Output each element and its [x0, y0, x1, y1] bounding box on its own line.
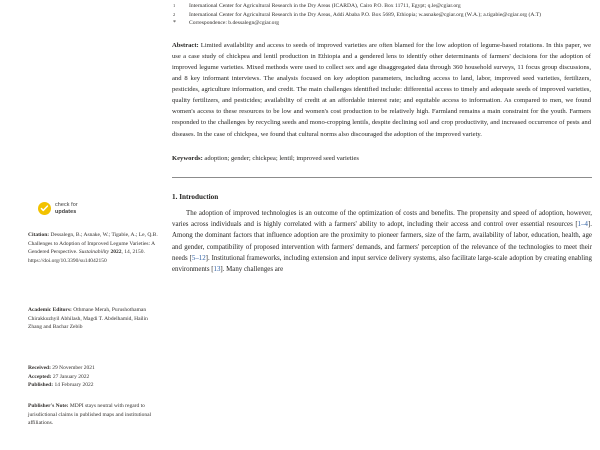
correspondence-item	[172, 19, 592, 28]
date-received	[28, 364, 158, 373]
intro-text-part-3: ]. Institutional frameworks, including extension and input service delivery systems, also facilitate large-scale adoption by creating enabling environments [	[172, 254, 592, 274]
citation-year: 2022	[109, 249, 122, 256]
sidebar-metadata	[0, 2, 172, 450]
citation-doi-link[interactable]: https://doi.org/10.3390/su14042150	[28, 257, 107, 264]
date-accepted-value: 27 January 2022	[51, 373, 90, 380]
intro-text-part-1: The adoption of improved technologies is an outcome of the optimization of costs and benefits. The propensity and speed of adoption, however, varies across individuals and is highly correlated with a farmers' ability to adopt, including their access and control over essential resources [	[172, 209, 592, 228]
check-for-updates-badge[interactable]	[38, 202, 78, 215]
publisher-note-label: Publisher's Note:	[28, 403, 69, 409]
correspondence-text: Correspondence: b.dessalegn@cgiar.org	[189, 20, 280, 27]
main-column	[172, 2, 600, 450]
affiliations-list	[172, 2, 592, 28]
citation-link-1[interactable]: 1–4	[577, 220, 588, 228]
citation-journal: Sustainability	[78, 249, 110, 256]
check-for-updates-label	[55, 202, 78, 214]
abstract-label: Abstract:	[172, 41, 199, 49]
affiliation-item	[172, 11, 592, 20]
introduction-heading: 1. Introduction	[172, 192, 219, 201]
date-received-label: Received:	[28, 365, 51, 371]
badge-line-2: updates	[55, 208, 77, 215]
citation-block	[28, 231, 158, 265]
citation-link-3[interactable]: 13	[213, 266, 221, 274]
section-divider	[172, 177, 592, 178]
date-published-value: 14 February 2022	[53, 382, 94, 389]
citation-volume-pages: , 14, 2150.	[121, 249, 145, 256]
intro-text-part-2: ]. Among the dominant factors that influence adoption are the proximity to pioneer farmers, size of the farm, availability of labor, education, health, age and gender, compatibility of proposed intervention with farmers' demands, and farmers' perception of the relevance of the technologies to meet their needs [	[172, 220, 592, 262]
citation-authors: Dessalegn, B.; Asnake, W.; Tigabie, A.; Le, Q.B. Challenges to Adoption of Improved Legume Varieties: A Gendered Perspective.	[28, 232, 158, 256]
academic-editors-label: Academic Editors:	[28, 307, 72, 313]
affiliation-text: International Center for Agricultural Research in the Dry Areas (ICARDA), Cairo P.O. Box 11711, Egypt; q.le@cgiar.org	[189, 3, 461, 9]
date-received-value: 29 November 2021	[50, 365, 95, 371]
affiliation-marker: 1	[173, 3, 176, 8]
publisher-note-block	[28, 402, 158, 428]
affiliation-text: International Center for Agricultural Research in the Dry Areas, Addi Ababa P.O. Box 5689, Ethiopia; w.asnake@cgiar.org (W.A.); a.tigabie@cgiar.org (A.T)	[189, 11, 542, 18]
check-circle-icon	[38, 202, 51, 215]
date-accepted-label: Accepted:	[28, 373, 52, 380]
academic-editors-names: Othmane Merah, Purushothaman Chirakkuzhyil Abhilash, Magdi T. Abdelhamid, Hailin Zhang and Bachar Zebib	[28, 307, 148, 331]
badge-line-1: check for	[55, 202, 78, 209]
correspondence-marker: *	[173, 20, 176, 27]
citation-link-2[interactable]: 5–12	[191, 254, 206, 262]
dates-block	[28, 364, 158, 390]
keywords-section	[172, 153, 592, 164]
date-accepted	[28, 373, 158, 382]
abstract-text: Limited availability and access to seeds of improved varieties are often blamed for the low adoption of legume-based rotations. In this paper, we use a case study of chickpea and lentil production in Ethiopia and a gendered lens to identify other determinants of farmers' decisions for the adoption of improved legume varieties. Mixed methods were used to collect sex and age disaggregated data through 360 household surveys, 11 focus group discussions, and 8 key informant interviews. The analysis focused on key adoption parameters, including access to land, labor, improved seed varieties, fertilizers, pesticides, agriculture information, and credit. The main challenges identified include: differential access to timely and adequate seeds of improved varieties, quality fertilizers, and pesticides; availability of credit at an affordable interest rate; and equitable access to information. As compared to men, we found women's access to these resources to be low and women's cost production to be relatively high. Farmland remains a main constraint for the youth. Farmers responded to the challenges by recycling seeds and mono-cropping lentils, despite declining soil and crop productivity, and increased occurrence of pests and diseases. In the case of chickpea, we found that cultural norms also discouraged the adoption of the improved variety.	[172, 41, 591, 138]
date-published	[28, 381, 158, 390]
keywords-text: adoption; gender; chickpea; lentil; improved seed varieties	[202, 154, 359, 162]
citation-label: Citation:	[28, 232, 50, 238]
academic-editors-block	[28, 306, 158, 332]
affiliation-marker: 2	[173, 11, 176, 17]
abstract-section	[172, 40, 592, 140]
publisher-note-text: MDPI stays neutral with regard to jurisdictional claims in published maps and institutional affiliations.	[28, 403, 152, 427]
affiliation-item	[172, 2, 592, 11]
introduction-paragraph	[172, 208, 592, 276]
keywords-label: Keywords:	[172, 154, 203, 162]
date-published-label: Published:	[28, 382, 54, 389]
intro-text-part-4: ]. Many challenges are	[220, 266, 284, 274]
